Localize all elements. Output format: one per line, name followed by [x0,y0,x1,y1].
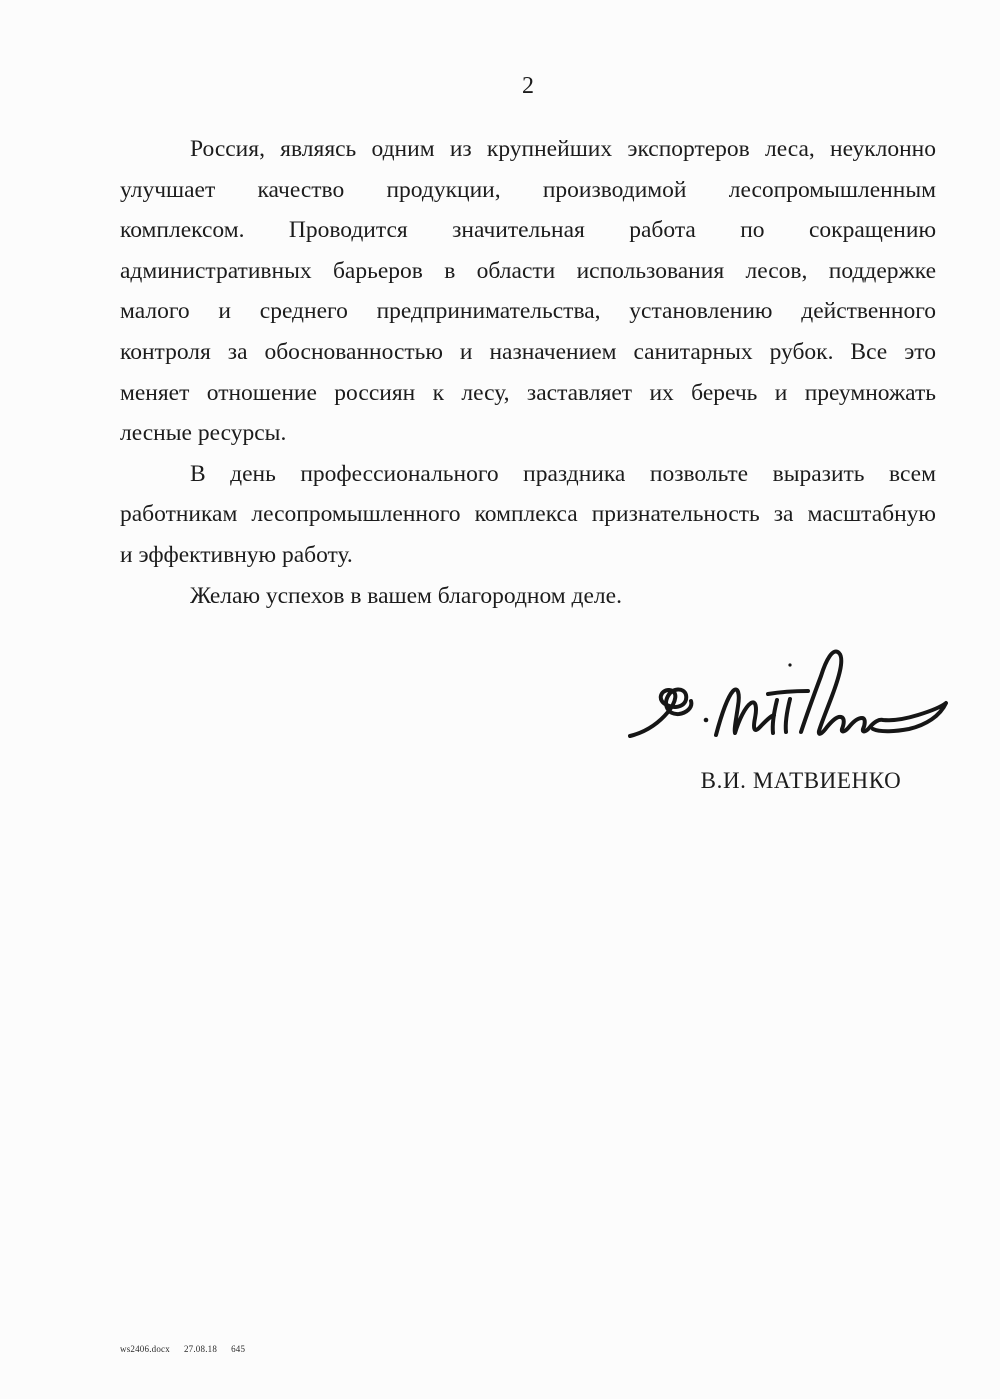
footer-date: 27.08.18 [183,1344,218,1354]
footer-code: 645 [231,1344,246,1354]
text-line: Желаю успехов в вашем благородном деле. [190,582,622,609]
signature-icon [622,632,948,750]
text-line: и эффективную работу. [120,541,353,568]
text-line: В день профессионального праздника позвольте выразить всем [190,460,936,487]
text-line: комплексом. Проводится значительная работа по сокращению [120,217,936,244]
signer-name: В.И. МАТВИЕНКО [700,768,902,793]
text-line: контроля за обоснованностью и назначением санитарных рубок. Все это [120,338,936,365]
letter-body [120,129,936,616]
footer-filename: ws2406.docx [120,1344,170,1354]
text-line: Россия, являясь одним из крупнейших экспортеров леса, неуклонно [190,136,936,162]
text-line: административных барьеров в области использования лесов, поддержке [120,257,936,284]
text-line: улучшает качество продукции, производимой лесопромышленным [120,176,936,203]
text-line: меняет отношение россиян к лесу, заставляет их беречь и преумножать [120,379,936,406]
document-footer [120,1344,259,1354]
text-line: лесные ресурсы. [120,420,287,447]
text-line: работникам лесопромышленного комплекса признательность за масштабную [120,501,936,528]
page-number: 2 [522,73,534,99]
text-line: малого и среднего предпринимательства, установлению действенного [120,298,936,325]
